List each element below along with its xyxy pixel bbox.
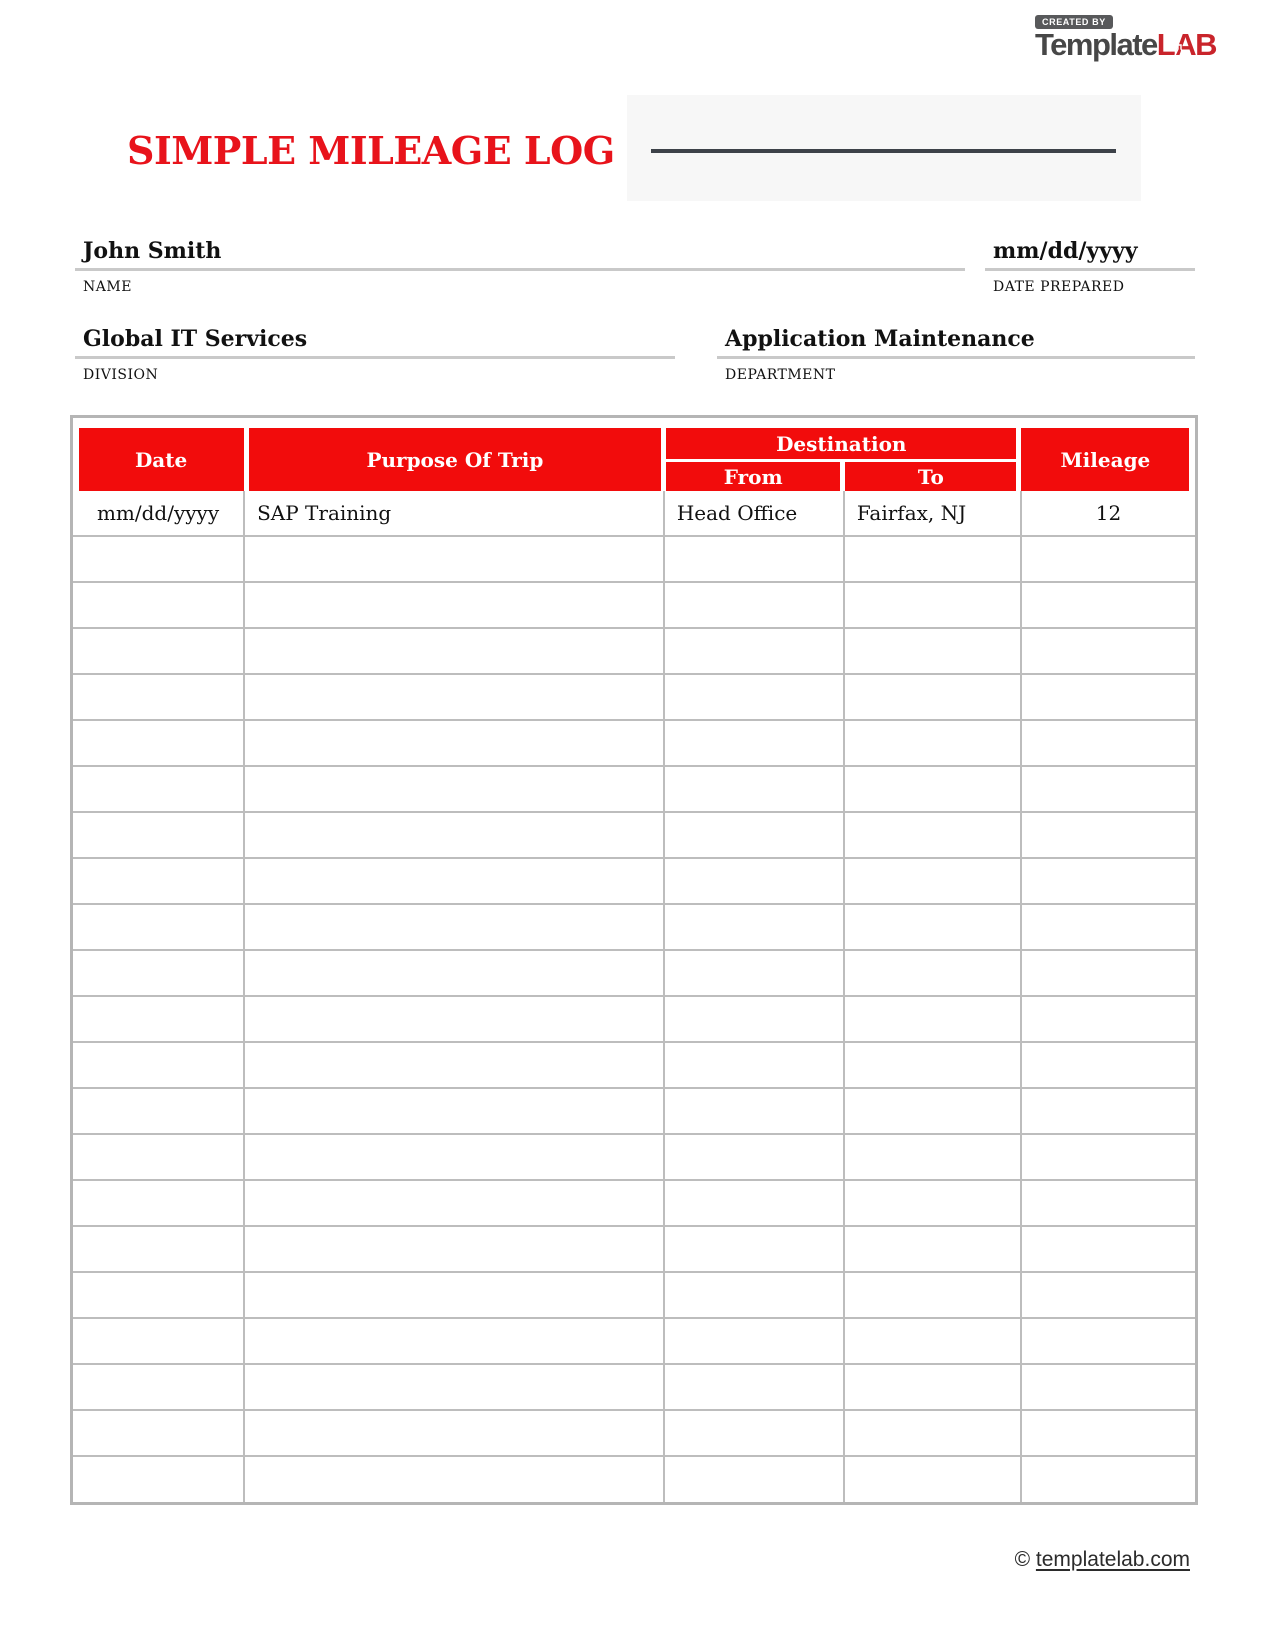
cell-mileage[interactable] bbox=[1021, 812, 1195, 858]
cell-date[interactable] bbox=[73, 1456, 244, 1502]
cell-to[interactable] bbox=[844, 536, 1021, 582]
cell-purpose[interactable] bbox=[244, 1318, 664, 1364]
mileage-table-header bbox=[73, 418, 1195, 491]
cell-from[interactable]: Head Office bbox=[664, 491, 844, 536]
cell-from[interactable] bbox=[664, 766, 844, 812]
cell-mileage[interactable] bbox=[1021, 1088, 1195, 1134]
table-row-empty bbox=[73, 1272, 1195, 1318]
table-row-empty bbox=[73, 812, 1195, 858]
table-row-empty bbox=[73, 628, 1195, 674]
header-from: From bbox=[666, 462, 840, 491]
cell-date[interactable] bbox=[73, 674, 244, 720]
table-row-empty bbox=[73, 582, 1195, 628]
table-row-empty bbox=[73, 1364, 1195, 1410]
cell-date[interactable] bbox=[73, 950, 244, 996]
cell-mileage[interactable] bbox=[1021, 1456, 1195, 1502]
table-row-empty bbox=[73, 1180, 1195, 1226]
cell-from[interactable] bbox=[664, 720, 844, 766]
cell-mileage[interactable] bbox=[1021, 1226, 1195, 1272]
cell-purpose[interactable] bbox=[244, 628, 664, 674]
cell-to[interactable] bbox=[844, 1042, 1021, 1088]
cell-mileage[interactable] bbox=[1021, 1180, 1195, 1226]
cell-purpose[interactable] bbox=[244, 1456, 664, 1502]
cell-purpose[interactable] bbox=[244, 1180, 664, 1226]
cell-date[interactable] bbox=[73, 1180, 244, 1226]
cell-mileage[interactable] bbox=[1021, 1134, 1195, 1180]
table-row-empty bbox=[73, 720, 1195, 766]
cell-mileage[interactable] bbox=[1021, 1272, 1195, 1318]
date-prepared-field bbox=[985, 238, 1195, 295]
cell-from[interactable] bbox=[664, 1042, 844, 1088]
table-row-empty bbox=[73, 766, 1195, 812]
cell-purpose[interactable] bbox=[244, 582, 664, 628]
header-to: To bbox=[845, 462, 1016, 491]
cell-from[interactable] bbox=[664, 628, 844, 674]
header-destination: Destination bbox=[666, 428, 1016, 459]
table-row-empty bbox=[73, 1134, 1195, 1180]
cell-date[interactable]: mm/dd/yyyy bbox=[73, 491, 244, 536]
cell-from[interactable] bbox=[664, 812, 844, 858]
cell-from[interactable] bbox=[664, 1272, 844, 1318]
department-value[interactable]: Application Maintenance bbox=[717, 326, 1195, 359]
cell-to[interactable] bbox=[844, 904, 1021, 950]
cell-mileage[interactable] bbox=[1021, 720, 1195, 766]
cell-purpose[interactable] bbox=[244, 812, 664, 858]
cell-to[interactable] bbox=[844, 950, 1021, 996]
mileage-log-table bbox=[70, 415, 1198, 1505]
cell-mileage[interactable] bbox=[1021, 904, 1195, 950]
mileage-table-body bbox=[73, 491, 1195, 1502]
cell-date[interactable] bbox=[73, 766, 244, 812]
cell-purpose[interactable] bbox=[244, 904, 664, 950]
cell-date[interactable] bbox=[73, 1364, 244, 1410]
name-label: NAME bbox=[83, 279, 132, 295]
department-label: DEPARTMENT bbox=[725, 367, 836, 383]
cell-to[interactable] bbox=[844, 1364, 1021, 1410]
table-row-empty bbox=[73, 1088, 1195, 1134]
cell-date[interactable] bbox=[73, 858, 244, 904]
cell-from[interactable] bbox=[664, 950, 844, 996]
cell-purpose[interactable] bbox=[244, 1088, 664, 1134]
cell-purpose[interactable] bbox=[244, 950, 664, 996]
cell-date[interactable] bbox=[73, 536, 244, 582]
department-field bbox=[717, 326, 1195, 383]
table-row-empty bbox=[73, 1456, 1195, 1502]
cell-mileage[interactable] bbox=[1021, 628, 1195, 674]
table-row-empty bbox=[73, 904, 1195, 950]
division-value[interactable]: Global IT Services bbox=[75, 326, 675, 359]
table-row-empty bbox=[73, 1042, 1195, 1088]
division-label: DIVISION bbox=[83, 367, 159, 383]
cell-mileage[interactable] bbox=[1021, 950, 1195, 996]
cell-date[interactable] bbox=[73, 720, 244, 766]
cell-mileage[interactable]: 12 bbox=[1021, 491, 1195, 536]
cell-from[interactable] bbox=[664, 1410, 844, 1456]
date-prepared-value[interactable]: mm/dd/yyyy bbox=[985, 238, 1195, 271]
cell-to[interactable] bbox=[844, 1272, 1021, 1318]
cell-purpose[interactable] bbox=[244, 1272, 664, 1318]
cell-to[interactable] bbox=[844, 1226, 1021, 1272]
table-row bbox=[73, 491, 1195, 536]
cell-from[interactable] bbox=[664, 582, 844, 628]
cell-from[interactable] bbox=[664, 1226, 844, 1272]
cell-from[interactable] bbox=[664, 1180, 844, 1226]
cell-mileage[interactable] bbox=[1021, 858, 1195, 904]
cell-from[interactable] bbox=[664, 1456, 844, 1502]
cell-from[interactable] bbox=[664, 1088, 844, 1134]
cell-from[interactable] bbox=[664, 674, 844, 720]
cell-to[interactable] bbox=[844, 996, 1021, 1042]
title-background-panel bbox=[627, 95, 1141, 201]
created-by-badge: CREATED BY bbox=[1035, 15, 1113, 29]
cell-date[interactable] bbox=[73, 1134, 244, 1180]
cell-purpose[interactable] bbox=[244, 1410, 664, 1456]
mileage-table-grid bbox=[73, 491, 1195, 1502]
cell-purpose[interactable] bbox=[244, 1134, 664, 1180]
table-row-empty bbox=[73, 950, 1195, 996]
cell-purpose[interactable] bbox=[244, 536, 664, 582]
table-row-empty bbox=[73, 858, 1195, 904]
cell-mileage[interactable] bbox=[1021, 1042, 1195, 1088]
cell-mileage[interactable] bbox=[1021, 996, 1195, 1042]
cell-mileage[interactable] bbox=[1021, 1364, 1195, 1410]
cell-purpose[interactable]: SAP Training bbox=[244, 491, 664, 536]
table-row-empty bbox=[73, 1410, 1195, 1456]
header-date: Date bbox=[79, 428, 244, 491]
brand-template-text: Template bbox=[1035, 27, 1157, 62]
cell-mileage[interactable] bbox=[1021, 1410, 1195, 1456]
cell-purpose[interactable] bbox=[244, 1364, 664, 1410]
date-prepared-label: DATE PREPARED bbox=[993, 279, 1125, 295]
cell-mileage[interactable] bbox=[1021, 766, 1195, 812]
cell-date[interactable] bbox=[73, 628, 244, 674]
cell-mileage[interactable] bbox=[1021, 536, 1195, 582]
cell-purpose[interactable] bbox=[244, 766, 664, 812]
cell-to[interactable] bbox=[844, 1410, 1021, 1456]
cell-date[interactable] bbox=[73, 1318, 244, 1364]
footer bbox=[1015, 1548, 1190, 1572]
cell-from[interactable] bbox=[664, 858, 844, 904]
cell-purpose[interactable] bbox=[244, 720, 664, 766]
cell-purpose[interactable] bbox=[244, 1226, 664, 1272]
flask-letter-a: A bbox=[1174, 27, 1196, 62]
cell-to[interactable] bbox=[844, 1088, 1021, 1134]
cell-to[interactable] bbox=[844, 674, 1021, 720]
name-value[interactable]: John Smith bbox=[75, 238, 965, 271]
templatelab-logo bbox=[1035, 10, 1217, 62]
division-field bbox=[75, 326, 675, 383]
cell-purpose[interactable] bbox=[244, 858, 664, 904]
cell-date[interactable] bbox=[73, 904, 244, 950]
templatelab-link[interactable]: templatelab.com bbox=[1035, 1548, 1190, 1571]
cell-to[interactable] bbox=[844, 858, 1021, 904]
cell-to[interactable] bbox=[844, 766, 1021, 812]
cell-purpose[interactable] bbox=[244, 674, 664, 720]
header-mileage: Mileage bbox=[1021, 428, 1189, 491]
cell-purpose[interactable] bbox=[244, 1042, 664, 1088]
cell-date[interactable] bbox=[73, 582, 244, 628]
cell-date[interactable] bbox=[73, 1042, 244, 1088]
title-underline-rule bbox=[651, 149, 1116, 153]
cell-to[interactable] bbox=[844, 812, 1021, 858]
page-title: SIMPLE MILEAGE LOG bbox=[127, 128, 615, 173]
name-field bbox=[75, 238, 965, 295]
table-row-empty bbox=[73, 996, 1195, 1042]
cell-purpose[interactable] bbox=[244, 996, 664, 1042]
brand-wordmark bbox=[1035, 27, 1217, 62]
cell-date[interactable] bbox=[73, 1226, 244, 1272]
cell-from[interactable] bbox=[664, 1318, 844, 1364]
cell-date[interactable] bbox=[73, 996, 244, 1042]
flask-icon bbox=[1174, 44, 1185, 58]
cell-from[interactable] bbox=[664, 536, 844, 582]
cell-date[interactable] bbox=[73, 1088, 244, 1134]
cell-date[interactable] bbox=[73, 1410, 244, 1456]
header-purpose: Purpose Of Trip bbox=[249, 428, 661, 491]
table-row-empty bbox=[73, 674, 1195, 720]
cell-to[interactable] bbox=[844, 720, 1021, 766]
copyright-symbol: © bbox=[1014, 1548, 1031, 1571]
cell-date[interactable] bbox=[73, 812, 244, 858]
cell-to[interactable] bbox=[844, 582, 1021, 628]
cell-to[interactable] bbox=[844, 1318, 1021, 1364]
cell-from[interactable] bbox=[664, 904, 844, 950]
cell-from[interactable] bbox=[664, 1364, 844, 1410]
table-row-empty bbox=[73, 1226, 1195, 1272]
cell-to[interactable]: Fairfax, NJ bbox=[844, 491, 1021, 536]
table-row-empty bbox=[73, 536, 1195, 582]
cell-date[interactable] bbox=[73, 1272, 244, 1318]
cell-from[interactable] bbox=[664, 996, 844, 1042]
cell-to[interactable] bbox=[844, 1134, 1021, 1180]
cell-mileage[interactable] bbox=[1021, 582, 1195, 628]
cell-from[interactable] bbox=[664, 1134, 844, 1180]
cell-mileage[interactable] bbox=[1021, 674, 1195, 720]
cell-to[interactable] bbox=[844, 1456, 1021, 1502]
cell-to[interactable] bbox=[844, 628, 1021, 674]
table-row-empty bbox=[73, 1318, 1195, 1364]
cell-mileage[interactable] bbox=[1021, 1318, 1195, 1364]
brand-lab-text: LAB bbox=[1156, 27, 1217, 62]
cell-to[interactable] bbox=[844, 1180, 1021, 1226]
